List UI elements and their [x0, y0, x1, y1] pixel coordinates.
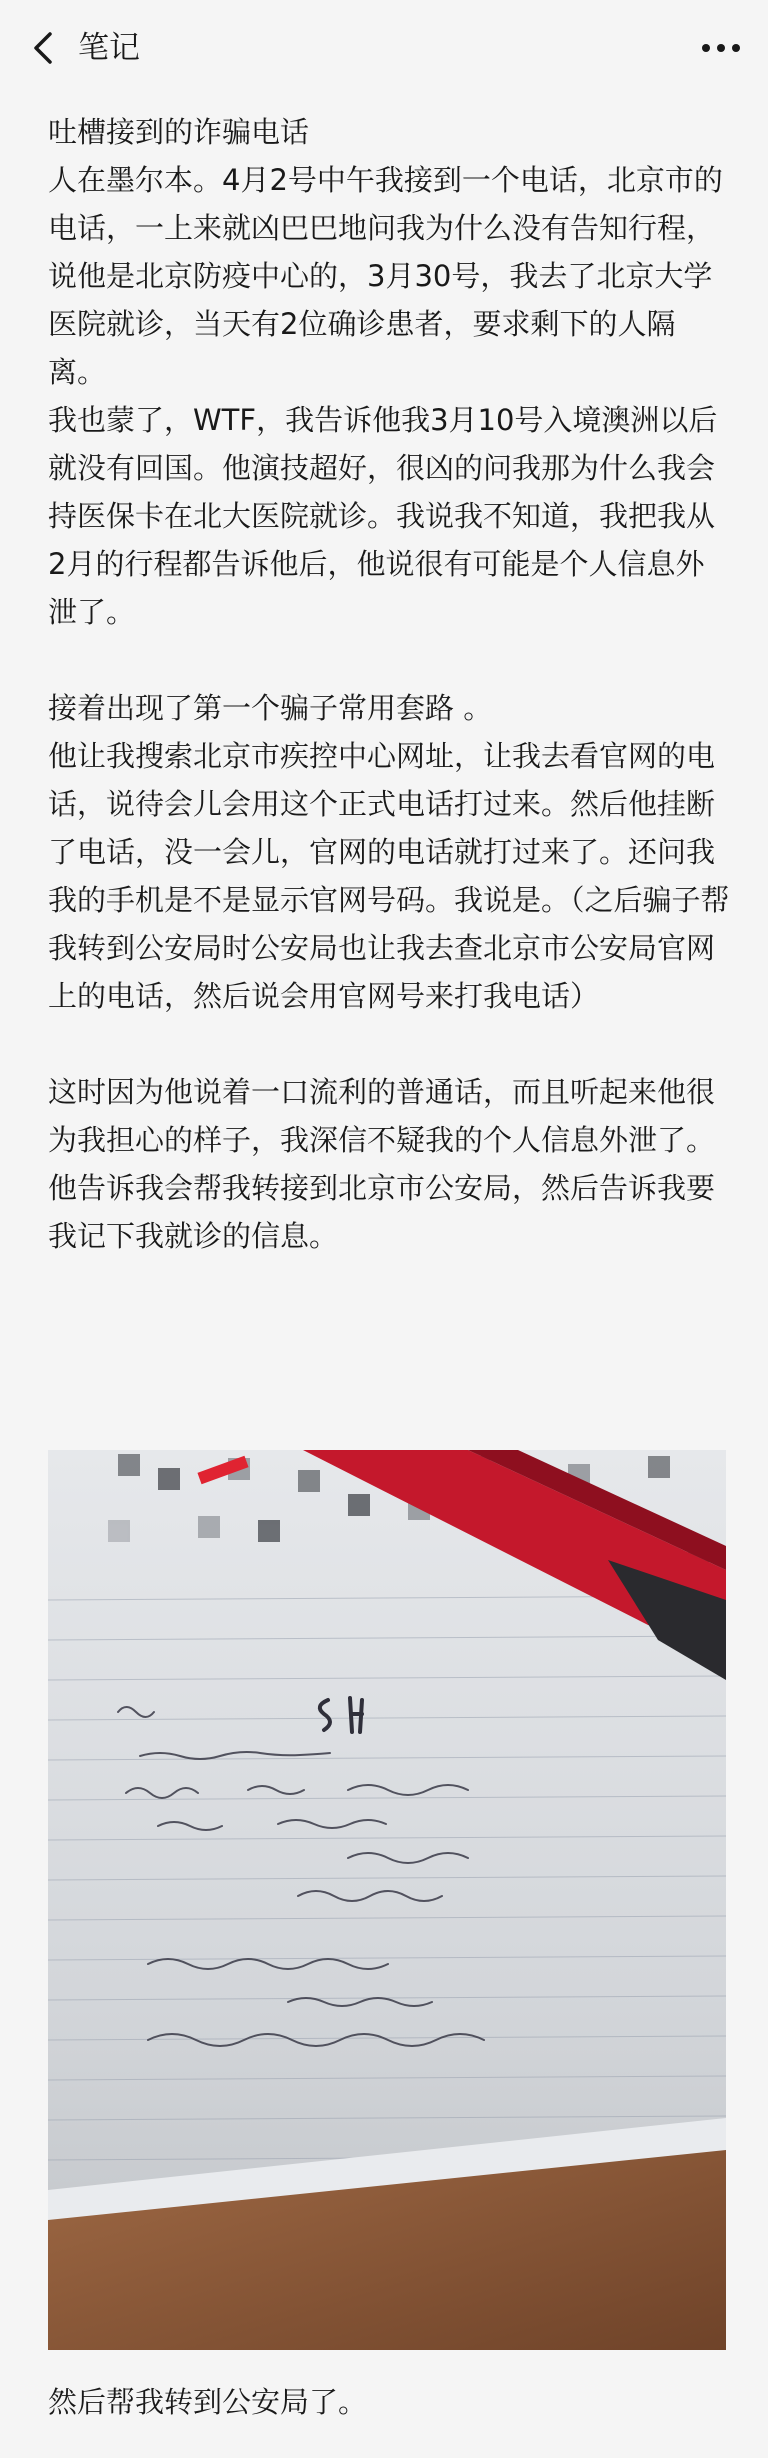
note-paragraph: 他告诉我会帮我转接到北京市公安局，然后告诉我要我记下我就诊的信息。	[48, 1171, 716, 1253]
note-paragraph: 人在墨尔本。4月2号中午我接到一个电话，北京市的电话，一上来就凶巴巴地问我为什么没有告知行程，说他是北京防疫中心的，3月30号，我去了北京大学医院就诊，当天有2位确诊患者，要求剩下的人隔离。	[48, 163, 723, 389]
top-nav-bar	[0, 0, 768, 96]
note-body	[48, 108, 732, 1260]
note-paragraph: 他让我搜索北京市疾控中心网址，让我去看官网的电话，说待会儿会用这个正式电话打过来。然后他挂断了电话，没一会儿，官网的电话就打过来了。还问我我的手机是不是显示官网号码。我说是。（之后骗子帮我转到公安局时公安局也让我去查北京市公安局官网上的电话，然后说会用官网号来打我电话）	[48, 739, 730, 1013]
note-paragraph: 接着出现了第一个骗子常用套路 。	[48, 691, 493, 725]
note-paragraph: 我也蒙了，WTF，我告诉他我3月10号入境澳洲以后就没有回国。他演技超好，很凶的问我那为什么我会持医保卡在北大医院就诊。我说我不知道，我把我从2月的行程都告诉他后，他说很有可能是个人信息外泄了。	[48, 403, 718, 629]
back-button[interactable]	[22, 26, 66, 70]
handwritten-note-photo[interactable]	[48, 1450, 726, 2350]
paragraph-spacer	[48, 636, 732, 684]
note-footer-text: 然后帮我转到公安局了。	[48, 2385, 368, 2419]
more-horizontal-icon	[696, 26, 746, 70]
more-options-button[interactable]	[696, 26, 746, 70]
paragraph-spacer	[48, 1020, 732, 1068]
photo-image	[48, 1450, 726, 2350]
note-paragraph: 这时因为他说着一口流利的普通话，而且听起来他很为我担心的样子，我深信不疑我的个人信息外泄了。	[48, 1075, 716, 1157]
page-title: 笔记	[78, 30, 140, 66]
note-title-line: 吐槽接到的诈骗电话	[48, 115, 310, 149]
chevron-left-icon	[22, 26, 66, 70]
